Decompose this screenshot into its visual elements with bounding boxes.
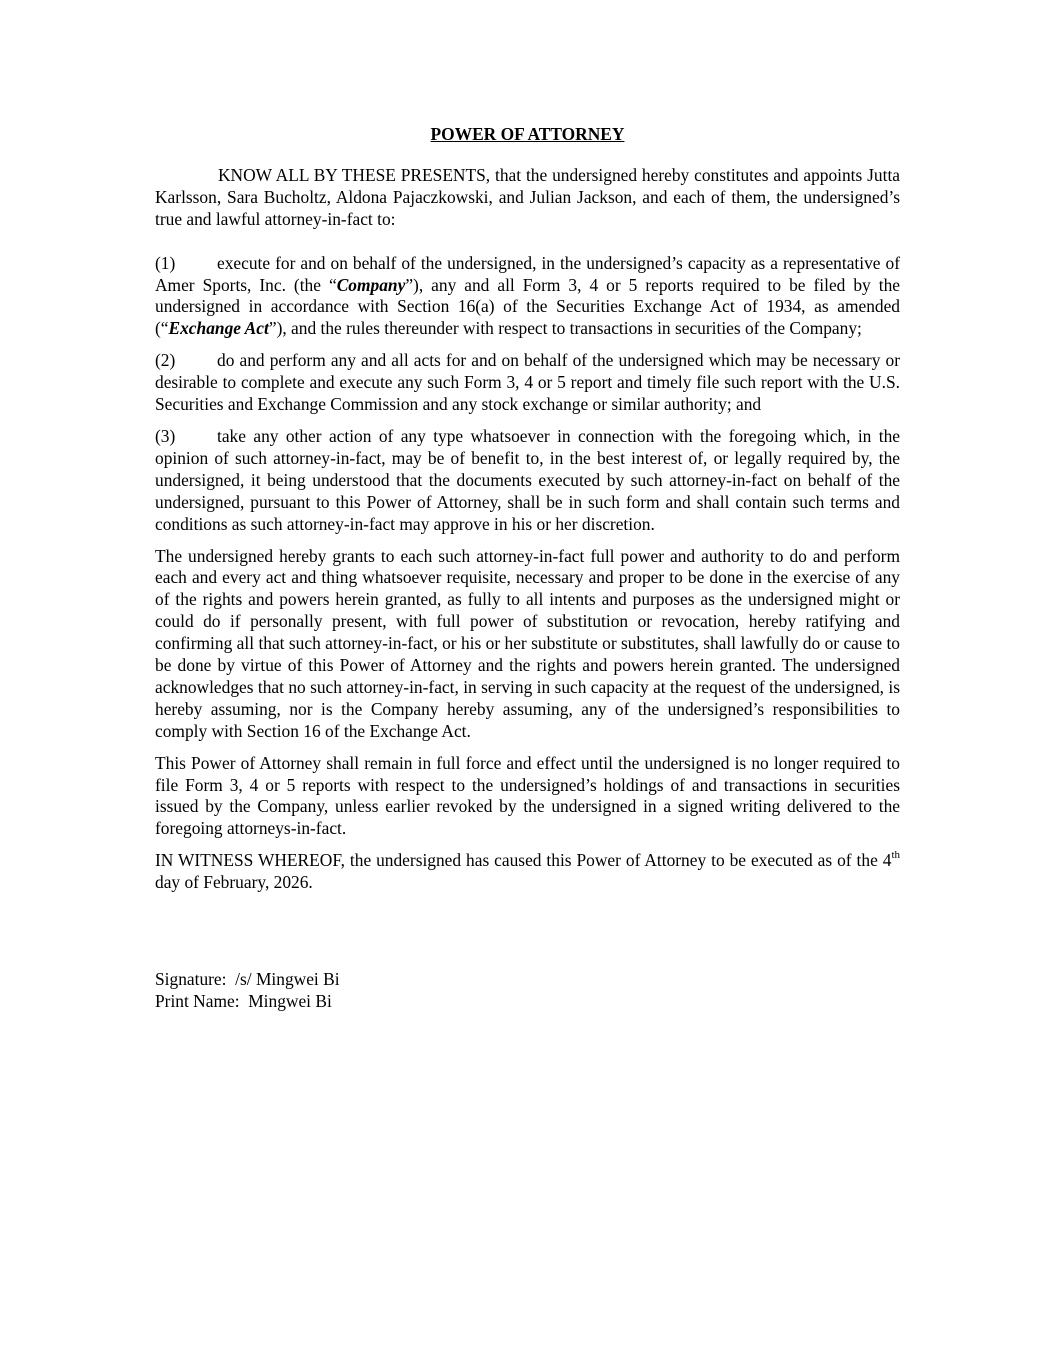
witness-text-part: IN WITNESS WHEREOF, the undersigned has caused this Power of Attorney to be executed as of the 4	[155, 850, 892, 871]
signature-line: Signature: /s/ Mingwei Bi	[155, 969, 340, 990]
ordinal-superscript: th	[891, 849, 900, 862]
item-number: (2)	[155, 350, 176, 371]
document-title: POWER OF ATTORNEY	[430, 124, 625, 144]
grant-paragraph: The undersigned hereby grants to each such attorney-in-fact full power and authority to do and perform each and every act and thing whatsoever requisite, necessary and proper to be done in the exercise of any of the rights and powers herein granted, as fully to all intents and purposes as the undersigned might or could do if personally present, with full power of substitution or revocation, hereby ratifying and confirming all that such attorney-in-fact, or his or her substitute or substitutes, shall lawfully do or cause to be done by virtue of this Power of Attorney and the rights and powers herein granted. The undersigned acknowledges that no such attorney-in-fact, in serving in such capacity at the request of the undersigned, is hereby assuming, nor is the Company hereby assuming, any of the undersigned’s responsibilities to comply with Section 16 of the Exchange Act.	[155, 545, 900, 741]
list-item-3	[155, 426, 900, 536]
item-text: do and perform any and all acts for and on behalf of the undersigned which may be necessary or desirable to complete and execute any such Form 3, 4 or 5 report and timely file such report with the U.S. Securities and Exchange Commission and any stock exchange or similar authority; and	[155, 350, 900, 415]
defined-term-company: Company	[336, 274, 406, 295]
list-item-2	[155, 350, 900, 416]
item-text-part: ”), and the rules thereunder with respect to transactions in securities of the Company;	[268, 318, 862, 339]
witness-text-part: day of February, 2026.	[155, 872, 313, 893]
item-text: take any other action of any type whatsoever in connection with the foregoing which, in the opinion of such attorney-in-fact, may be of benefit to, in the best interest of, or legally required by, the undersigned, it being understood that the documents executed by such attorney-in-fact on behalf of the undersigned, pursuant to this Power of Attorney, shall be in such form and shall contain such terms and conditions as such attorney-in-fact may approve in his or her discretion.	[155, 425, 900, 534]
list-item-1	[155, 253, 900, 341]
item-number: (3)	[155, 425, 176, 446]
print-name-line: Print Name: Mingwei Bi	[155, 991, 332, 1011]
item-number: (1)	[155, 252, 176, 273]
defined-term-exchange-act: Exchange Act	[168, 318, 269, 339]
duration-paragraph: This Power of Attorney shall remain in full force and effect until the undersigned is no longer required to file Form 3, 4 or 5 reports with respect to the undersigned’s holdings of and transactions in securities issued by the Company, unless earlier revoked by the undersigned in a signed writing delivered to the foregoing attorneys-in-fact.	[155, 752, 900, 839]
intro-paragraph: KNOW ALL BY THESE PRESENTS, that the undersigned hereby constitutes and appoints Jutta Karlsson, Sara Bucholtz, Aldona Pajaczkowski, and Julian Jackson, and each of them, the undersigned’s true and lawful attorney-in-fact to:	[155, 164, 900, 229]
document-page	[155, 124, 900, 1013]
item-text-part: ”), any and all Form 3, 4 or 5 reports required to be filed by the undersigned in accordance with Section 16(a) of the Securities Exchange Act of 1934, as amended (“	[155, 274, 900, 339]
witness-paragraph	[155, 850, 900, 894]
item-text-part: execute for and on behalf of the undersigned, in the undersigned’s capacity as a representative of Amer Sports, Inc. (the “	[155, 252, 900, 295]
signature-block	[155, 969, 900, 1013]
